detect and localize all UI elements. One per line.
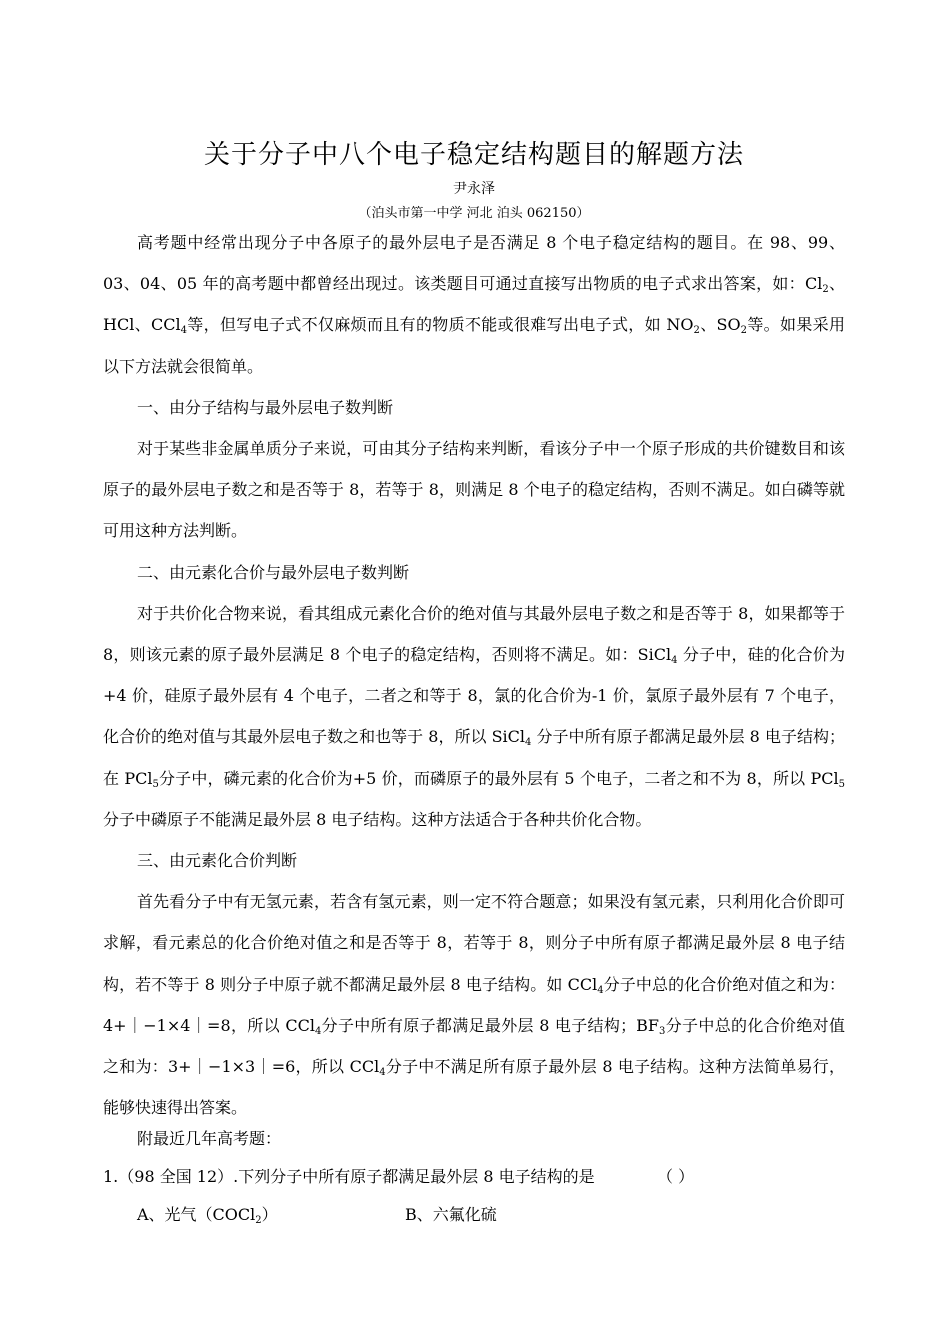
question-1 [103, 1158, 845, 1196]
option-b: B、六氟化硫 [405, 1205, 497, 1224]
section2-heading: 二、由元素化合价与最外层电子数判断 [137, 562, 410, 582]
article-body [103, 222, 845, 1128]
section3-heading: 三、由元素化合价判断 [137, 851, 298, 871]
appendix-heading: 附最近几年高考题： [137, 1129, 282, 1148]
option-a: A、光气（COCl$_2$） [137, 1205, 278, 1226]
question-1-text: 1.（98 全国 12）.下列分子中所有原子都满足最外层 8 电子结构的是 [103, 1167, 595, 1186]
section3-paragraph: 首先看分子中有无氢元素，若含有氢元素，则一定不符合题意；如果没有氢元素，只利用化合价即可求解，看元素总的化合价绝对值之和是否等于 8，若等于 8，则分子中所有原子都满足最外层 8 电子结构，若不等于 8 则分子中原子就不都满足最外层 8 电子结构。如 CCl$_4$分子中总的化合价绝对值之和为：4+｜−1×4｜=8，所以 CCl$_4$分子中所有原子都满足最外层 8 电子结构；$BF_3$分子中总的化合价绝对值之和为：3+｜−1×3｜=6，所以 CCl$_4$分子中不满足所有原子最外层 8 电子结构。这种方法简单易行，能够快速得出答案。 [103, 892, 845, 1118]
section1-heading: 一、由分子结构与最外层电子数判断 [137, 397, 394, 417]
affiliation: （泊头市第一中学 河北 泊头 062150） [358, 206, 590, 221]
section2-paragraph: 对于共价化合物来说，看其组成元素化合价的绝对值与其最外层电子数之和是否等于 8，如果都等于 8，则该元素的原子最外层满足 8 个电子的稳定结构，否则将不满足。如：SiCl$_4$ 分子中，硅的化合价为+4 价，硅原子最外层有 4 个电子，二者之和等于 8，氯的化合价为-1 价，氯原子最外层有 7 个电子，化合价的绝对值与其最外层电子数之和也等于 8，所以 SiCl$_4$ 分子中所有原子都满足最外层 8 电子结构；在 PCl$_5$分子中，磷元素的化合价为+5 价，而磷原子的最外层有 5 个电子，二者之和不为 8，所以 PCl$_5$分子中磷原子不能满足最外层 8 电子结构。这种方法适合于各种共价化合物。 [103, 603, 845, 829]
article-title: 关于分子中八个电子稳定结构题目的解题方法 [203, 140, 744, 170]
appendix [103, 1120, 845, 1234]
section1-paragraph: 对于某些非金属单质分子来说，可由其分子结构来判断，看该分子中一个原子形成的共价键数目和该原子的最外层电子数之和是否等于 8，若等于 8，则满足 8 个电子的稳定结构，否则不满足。如白磷等就可用这种方法判断。 [103, 439, 845, 541]
intro-paragraph: 高考题中经常出现分子中各原子的最外层电子是否满足 8 个电子稳定结构的题目。在 98、99、03、04、05 年的高考题中都曾经出现过。该类题目可通过直接写出物质的电子式求出答案，如：$Cl_2$、HCl、CCl$_4$等，但写电子式不仅麻烦而且有的物质不能或很难写出电子式，如 $NO_2$、$SO_2$等。如果采用以下方法就会很简单。 [103, 233, 845, 376]
question-1-options [103, 1196, 845, 1234]
author-name: 尹永泽 [453, 181, 495, 197]
answer-blank: （ ） [657, 1167, 695, 1186]
